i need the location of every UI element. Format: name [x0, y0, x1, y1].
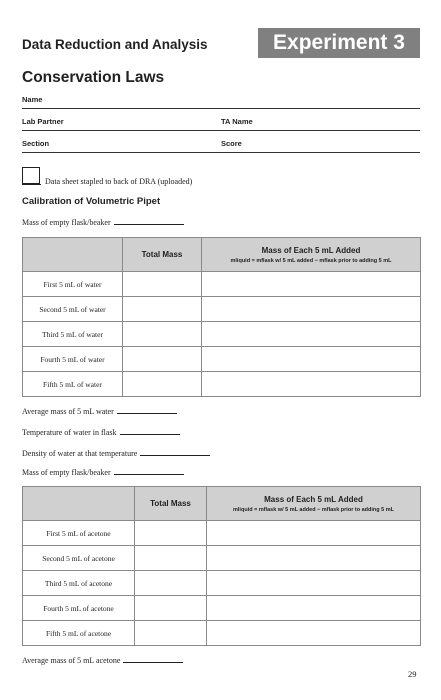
mass-each-cell[interactable] — [202, 272, 421, 297]
empty-flask-label-1: Mass of empty flask/beaker — [22, 218, 111, 227]
table-row — [23, 322, 421, 347]
section-field[interactable] — [22, 139, 420, 153]
mass-each-cell[interactable] — [207, 621, 421, 646]
table-header-blank — [23, 487, 135, 521]
checkbox-label: Data sheet stapled to back of DRA (uploaded) — [45, 177, 193, 186]
lab-partner-field[interactable] — [22, 117, 420, 131]
mass-each-cell[interactable] — [207, 546, 421, 571]
blank — [123, 655, 183, 663]
total-mass-cell[interactable] — [123, 297, 202, 322]
total-mass-cell[interactable] — [135, 521, 207, 546]
row-label: First 5 mL of water — [23, 272, 123, 297]
mass-each-cell[interactable] — [207, 571, 421, 596]
row-label: Second 5 mL of acetone — [23, 546, 135, 571]
row-label: Fourth 5 mL of water — [23, 347, 123, 372]
row-label: Fifth 5 mL of acetone — [23, 621, 135, 646]
table-row — [23, 347, 421, 372]
mass-each-cell[interactable] — [202, 372, 421, 397]
score-label: Score — [221, 139, 242, 148]
avg-acetone-label: Average mass of 5 mL acetone — [22, 656, 121, 665]
name-field[interactable] — [22, 95, 420, 109]
blank — [140, 448, 210, 456]
lab-partner-label: Lab Partner — [22, 117, 64, 126]
blank — [117, 406, 177, 414]
temp-water-label: Temperature of water in flask — [22, 428, 117, 437]
mass-each-cell[interactable] — [202, 297, 421, 322]
water-table — [22, 237, 421, 397]
empty-flask-line-1[interactable] — [22, 217, 184, 227]
ta-name-label: TA Name — [221, 117, 253, 126]
table-header-blank — [23, 238, 123, 272]
total-mass-header: Total Mass — [135, 487, 207, 521]
section-title: Data Reduction and Analysis — [22, 37, 208, 52]
calibration-heading: Calibration of Volumetric Pipet — [22, 196, 161, 207]
blank — [114, 467, 184, 475]
total-mass-cell[interactable] — [135, 621, 207, 646]
table-row — [23, 546, 421, 571]
total-mass-cell[interactable] — [123, 372, 202, 397]
mass-each-cell[interactable] — [202, 347, 421, 372]
total-mass-cell[interactable] — [135, 571, 207, 596]
total-mass-header: Total Mass — [123, 238, 202, 272]
blank — [114, 217, 184, 225]
mass-each-title: Mass of Each 5 mL Added — [261, 245, 361, 255]
mass-each-cell[interactable] — [207, 521, 421, 546]
table-row — [23, 297, 421, 322]
table-row — [23, 272, 421, 297]
total-mass-cell[interactable] — [135, 546, 207, 571]
mass-formula: mliquid = mflask w/ 5 mL added − mflask prior to adding 5 mL — [233, 506, 394, 513]
table-row — [23, 372, 421, 397]
row-label: Third 5 mL of acetone — [23, 571, 135, 596]
data-sheet-checkbox[interactable] — [22, 167, 40, 184]
experiment-label: Experiment 3 — [258, 28, 420, 58]
mass-each-cell[interactable] — [202, 322, 421, 347]
blank — [120, 427, 180, 435]
mass-each-title: Mass of Each 5 mL Added — [264, 494, 363, 504]
empty-flask-line-2[interactable] — [22, 467, 184, 477]
temp-water-line[interactable] — [22, 427, 180, 437]
total-mass-cell[interactable] — [135, 596, 207, 621]
page-title: Conservation Laws — [22, 69, 165, 86]
row-label: Fifth 5 mL of water — [23, 372, 123, 397]
acetone-table — [22, 486, 421, 646]
avg-acetone-line[interactable] — [22, 655, 183, 665]
table-row — [23, 571, 421, 596]
section-label: Section — [22, 139, 50, 148]
total-mass-cell[interactable] — [123, 272, 202, 297]
mass-each-header — [202, 238, 421, 272]
mass-each-cell[interactable] — [207, 596, 421, 621]
table-row — [23, 621, 421, 646]
checkbox-underline — [22, 184, 41, 185]
avg-water-line[interactable] — [22, 406, 177, 416]
mass-formula: mliquid = mflask w/ 5 mL added − mflask prior to adding 5 mL — [230, 257, 392, 264]
name-label: Name — [22, 95, 43, 104]
row-label: Third 5 mL of water — [23, 322, 123, 347]
mass-each-header — [207, 487, 421, 521]
density-water-line[interactable] — [22, 448, 210, 458]
row-label: Fourth 5 mL of acetone — [23, 596, 135, 621]
table-row — [23, 596, 421, 621]
density-water-label: Density of water at that temperature — [22, 449, 138, 458]
avg-water-label: Average mass of 5 mL water — [22, 407, 114, 416]
row-label: Second 5 mL of water — [23, 297, 123, 322]
total-mass-cell[interactable] — [123, 322, 202, 347]
table-row — [23, 521, 421, 546]
page-number: 29 — [408, 669, 417, 679]
total-mass-cell[interactable] — [123, 347, 202, 372]
empty-flask-label-2: Mass of empty flask/beaker — [22, 468, 111, 477]
row-label: First 5 mL of acetone — [23, 521, 135, 546]
